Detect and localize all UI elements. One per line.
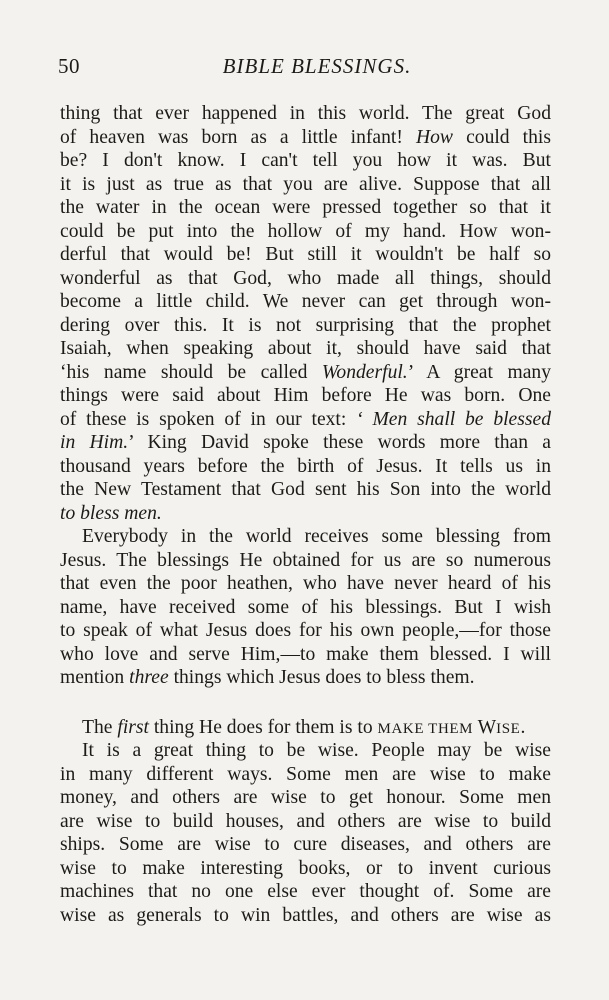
text-line: things were said about Him before He was born. One: [60, 385, 551, 406]
text-line: the water in the ocean were pressed together so that it: [60, 197, 551, 218]
text-line: who love and serve Him,—to make them blessed. I will: [60, 643, 551, 665]
text-line: that even the poor heathen, who have never heard of his: [60, 573, 551, 594]
text-line: wise as generals to win battles, and others are wise as: [60, 904, 551, 926]
text-line: machines that no one else ever thought of. Some are: [60, 881, 551, 902]
text-line: money, and others are wise to get honour. Some men: [60, 787, 551, 808]
text-line: Everybody in the world receives some blessing from: [82, 526, 551, 547]
text-line: Isaiah, when speaking about it, should have said that: [60, 338, 551, 359]
text-line: could be put into the hollow of my hand. How won-: [60, 220, 551, 242]
text-line: in many different ways. Some men are wise to make: [60, 763, 551, 785]
text-line: the New Testament that God sent his Son into the world: [60, 479, 551, 500]
text-line: ‘his name should be called Wonderful.’ A great many: [60, 361, 551, 383]
text-line: are wise to build houses, and others are wise to build: [60, 810, 551, 832]
section-gap: [60, 690, 551, 716]
small-caps: ISE: [496, 720, 521, 737]
page-number: 50: [58, 54, 80, 78]
text-line: thousand years before the birth of Jesus. It tells us in: [60, 455, 551, 477]
emphasis: Wonderful.: [321, 361, 408, 383]
running-title: BIBLE BLESSINGS.: [222, 54, 412, 78]
text-line: [60, 502, 551, 526]
emphasis: three: [129, 667, 169, 688]
text-line: be? I don't know. I can't tell you how it was. But: [60, 150, 551, 171]
text-line: it is just as true as that you are alive. Suppose that all: [60, 173, 551, 195]
text-line: thing that ever happened in this world. The great God: [60, 103, 551, 124]
text-line: of these is spoken of in our text: ‘ Men shall be blessed: [60, 408, 551, 430]
text-line: Jesus. The blessings He obtained for us are so numerous: [60, 549, 551, 571]
text-line: derful that would be! But still it wouldn't be half so: [60, 244, 551, 265]
text-line: wise to make interesting books, or to invent curious: [60, 857, 551, 879]
text-line: dering over this. It is not surprising that the prophet: [60, 314, 551, 336]
text-line: mention three things which Jesus does to bless them.: [60, 667, 475, 688]
body-text: [60, 102, 551, 927]
text-line: become a little child. We never can get through won-: [60, 291, 551, 312]
text-line: in Him.’ King David spoke these words more than a: [60, 432, 551, 453]
text-line: wonderful as that God, who made all things, should: [60, 267, 551, 289]
text-line: ships. Some are wise to cure diseases, and others are: [60, 834, 551, 855]
emphasis: first: [117, 716, 149, 738]
text-line: to speak of what Jesus does for his own people,—for those: [60, 620, 551, 641]
text-line: of heaven was born as a little infant! How could this: [60, 126, 551, 148]
text-line: name, have received some of his blessings. But I wish: [60, 596, 551, 618]
emphasis: to bless men.: [60, 502, 162, 524]
small-caps: MAKE THEM: [377, 720, 474, 737]
text-line: It is a great thing to be wise. People may be wise: [82, 740, 551, 761]
page-header: [58, 54, 548, 84]
emphasis: How: [415, 126, 453, 148]
scripture-quote: in Him.: [60, 432, 129, 453]
section-heading-line: The first thing He does for them is to MAKE THEM WISE.: [82, 716, 526, 738]
scripture-quote: ‘ Men shall be blessed: [356, 408, 551, 430]
